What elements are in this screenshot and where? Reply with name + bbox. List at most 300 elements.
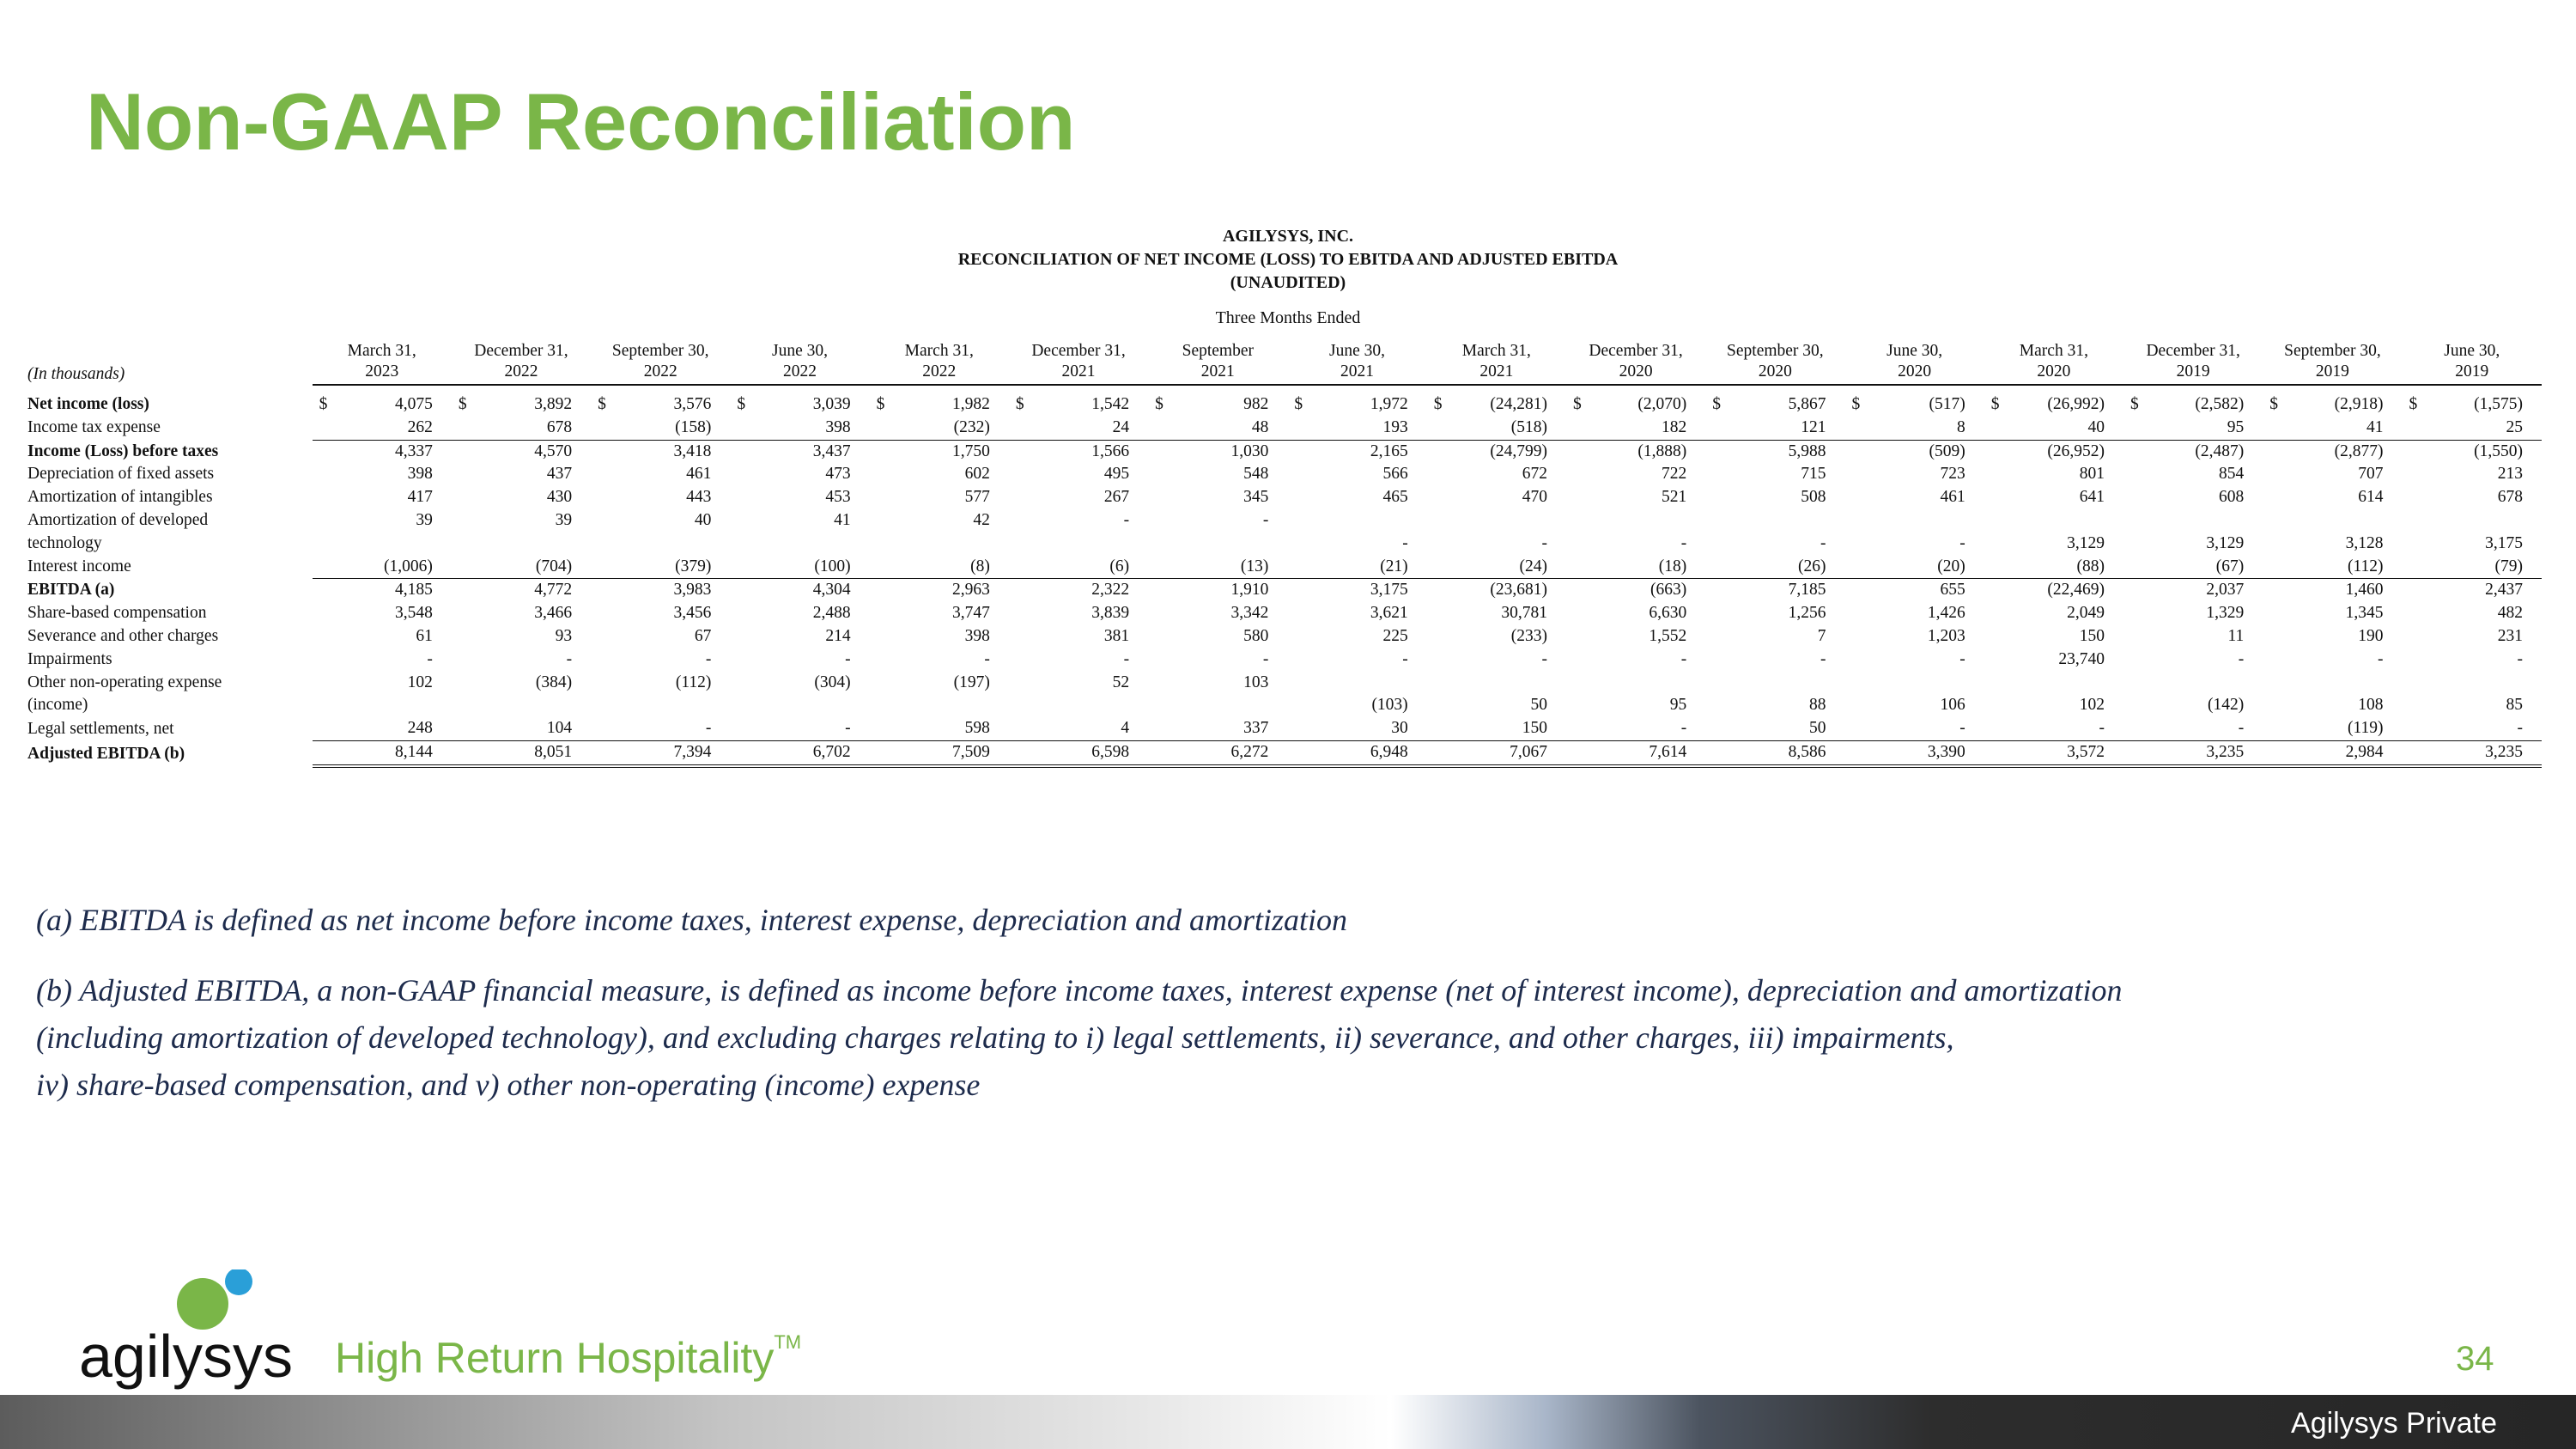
cell-value: 337 xyxy=(1243,719,1269,738)
cell-value: 95 xyxy=(2227,417,2245,436)
table-row xyxy=(24,417,2542,440)
cell-value: 1,750 xyxy=(870,440,1009,463)
period-header-month: December 31, xyxy=(1589,342,1683,360)
cell-value: - xyxy=(1262,649,1269,668)
cell-value: 566 xyxy=(1382,465,1408,484)
period-header-year: 2020 xyxy=(1758,362,1792,381)
cell-value: 470 xyxy=(1522,488,1547,507)
period-header-month: September 30, xyxy=(1727,342,1824,360)
cell-value: 437 xyxy=(546,465,573,484)
cell-value xyxy=(1287,509,1426,533)
row-label: Amortization of intangibles xyxy=(27,488,213,507)
cell-value: (704) xyxy=(535,557,573,575)
row-label: Legal settlements, net xyxy=(27,719,174,738)
cell-value: - xyxy=(845,719,851,738)
cell-value: 2,037 xyxy=(2123,579,2263,602)
cell-value: 52 xyxy=(1112,673,1130,691)
cell-value: (79) xyxy=(2494,557,2523,575)
cell-value: 3,418 xyxy=(591,440,730,463)
period-header-year: 2020 xyxy=(1619,362,1653,381)
cell-value: 23,740 xyxy=(2058,649,2105,668)
cell-value: (8) xyxy=(970,557,990,575)
cell-value: (197) xyxy=(953,673,990,691)
cell-value: 672 xyxy=(1522,465,1547,484)
cell-value: 3,747 xyxy=(952,604,990,623)
cell-value xyxy=(1148,694,1287,717)
cell-value: 2,488 xyxy=(812,604,851,623)
cell-value xyxy=(2123,509,2263,533)
cell-value: $ 1,972 xyxy=(1287,393,1426,417)
cell-value: 678 xyxy=(546,417,573,436)
cell-value: - xyxy=(984,649,990,668)
cell-value: 598 xyxy=(964,719,990,738)
cell-value: 150 xyxy=(1522,719,1547,738)
cell-value: - xyxy=(1680,649,1687,668)
footnote-b-line2: (including amortization of developed technology), and excluding charges relating to i) legal settlements, ii) severance, and other charges, iii) impairments, xyxy=(36,1020,1954,1055)
cell-value xyxy=(1844,672,1984,695)
classification-label: Agilysys Private xyxy=(2291,1407,2497,1440)
cell-value: 1,910 xyxy=(1148,579,1287,602)
cell-value xyxy=(1009,694,1148,717)
cell-value: 398 xyxy=(825,417,851,436)
cell-value: (24) xyxy=(1519,557,1547,575)
cell-value: 453 xyxy=(825,488,851,507)
row-label: Severance and other charges xyxy=(27,626,219,645)
cell-value: 1,329 xyxy=(2206,604,2245,623)
cell-value: 3,548 xyxy=(394,604,433,623)
cell-value: - xyxy=(2517,649,2523,668)
cell-value: 213 xyxy=(2497,465,2523,484)
cell-value: 1,426 xyxy=(1927,604,1965,623)
period-header-year: 2019 xyxy=(2455,362,2489,381)
cell-value: 443 xyxy=(686,488,712,507)
cell-value: (67) xyxy=(2215,557,2245,575)
cell-value: 508 xyxy=(1801,488,1826,507)
cell-value: 3,390 xyxy=(1844,740,1984,765)
table-row xyxy=(24,440,2542,463)
cell-value xyxy=(1984,672,2123,695)
cell-value: (1,888) xyxy=(1566,440,1705,463)
cell-value: 40 xyxy=(2087,417,2105,436)
cell-value: 42 xyxy=(973,510,990,529)
cell-value: 3,456 xyxy=(673,604,712,623)
cell-value: 3,572 xyxy=(1984,740,2123,765)
cell-value: 6,598 xyxy=(1009,740,1148,765)
cell-value xyxy=(313,694,452,717)
cell-value: 93 xyxy=(555,626,573,645)
cell-value xyxy=(1287,672,1426,695)
cell-value: 41 xyxy=(2366,417,2384,436)
cell-value: (119) xyxy=(2348,719,2384,738)
cell-value: 580 xyxy=(1243,626,1269,645)
table-row xyxy=(24,694,2542,717)
period-header xyxy=(1566,330,1705,385)
cell-value: (112) xyxy=(2348,557,2384,575)
cell-value: 30 xyxy=(1391,719,1408,738)
period-header-month: June 30, xyxy=(1329,342,1386,360)
period-header-year: 2022 xyxy=(504,362,538,381)
cell-value: (384) xyxy=(535,673,573,691)
cell-value: 106 xyxy=(1940,696,1965,715)
cell-value: 2,437 xyxy=(2403,579,2542,602)
period-header-year: 2020 xyxy=(2037,362,2071,381)
cell-value: $ 3,576 xyxy=(591,393,730,417)
cell-value: 24 xyxy=(1112,417,1130,436)
cell-value: $ 3,039 xyxy=(730,393,869,417)
table-row xyxy=(24,672,2542,695)
cell-value: 1,030 xyxy=(1148,440,1287,463)
table-row xyxy=(24,486,2542,509)
cell-value: 4,570 xyxy=(452,440,591,463)
cell-value xyxy=(1148,533,1287,556)
cell-value xyxy=(1984,509,2123,533)
cell-value: - xyxy=(1680,719,1687,738)
cell-value: - xyxy=(845,649,851,668)
cell-value: (21) xyxy=(1380,557,1408,575)
cell-value: 417 xyxy=(407,488,433,507)
cell-value xyxy=(870,694,1009,717)
cell-value: 548 xyxy=(1243,465,1269,484)
cell-value xyxy=(1566,672,1705,695)
cell-value: (304) xyxy=(814,673,851,691)
row-label: technology xyxy=(27,533,102,552)
cell-value: 4,337 xyxy=(313,440,452,463)
cell-value: 473 xyxy=(825,465,851,484)
cell-value: 7,394 xyxy=(591,740,730,765)
cell-value: 4,304 xyxy=(730,579,869,602)
table-row xyxy=(24,579,2542,602)
cell-value: 39 xyxy=(416,510,433,529)
cell-value: - xyxy=(705,649,712,668)
cell-value: 495 xyxy=(1103,465,1130,484)
cell-value: (23,681) xyxy=(1427,579,1566,602)
period-header-month: March 31, xyxy=(347,342,416,360)
cell-value: 61 xyxy=(416,626,433,645)
cell-value: - xyxy=(1959,649,1965,668)
period-header-year: 2022 xyxy=(922,362,957,381)
cell-value: $ (1,575) xyxy=(2403,393,2542,417)
cell-value: - xyxy=(2099,719,2105,738)
row-label: Impairments xyxy=(27,649,112,668)
cell-value: 102 xyxy=(2079,696,2105,715)
cell-value: 48 xyxy=(1251,417,1269,436)
cell-value: 6,630 xyxy=(1649,604,1687,623)
cell-value: 3,342 xyxy=(1230,604,1269,623)
cell-value: 3,621 xyxy=(1370,604,1408,623)
cell-value: 1,203 xyxy=(1927,626,1965,645)
cell-value: 8,051 xyxy=(452,740,591,765)
table-row xyxy=(24,740,2542,765)
cell-value xyxy=(452,533,591,556)
cell-value: 723 xyxy=(1940,465,1965,484)
cell-value: 88 xyxy=(1808,696,1826,715)
cell-value: 267 xyxy=(1103,488,1130,507)
cell-value: 248 xyxy=(407,719,433,738)
cell-value: 104 xyxy=(546,719,573,738)
cell-value: 3,983 xyxy=(591,579,730,602)
cell-value: 95 xyxy=(1669,696,1687,715)
cell-value: 50 xyxy=(1530,696,1547,715)
period-header-month: June 30, xyxy=(771,342,828,360)
cell-value: - xyxy=(1820,649,1826,668)
cell-value: 3,129 xyxy=(2206,533,2245,552)
cell-value: 8 xyxy=(1957,417,1965,436)
cell-value: 3,437 xyxy=(730,440,869,463)
period-header xyxy=(591,330,730,385)
cell-value: 225 xyxy=(1382,626,1408,645)
cell-value xyxy=(2123,672,2263,695)
cell-value: 461 xyxy=(686,465,712,484)
period-header-year: 2021 xyxy=(1479,362,1514,381)
cell-value: (2,487) xyxy=(2123,440,2263,463)
cell-value: 6,948 xyxy=(1287,740,1426,765)
cell-value: 8,586 xyxy=(1705,740,1844,765)
cell-value: 461 xyxy=(1940,488,1965,507)
footnote-a: (a) EBITDA is defined as net income before income taxes, interest expense, depreciation and amortization xyxy=(36,903,1347,937)
cell-value: 193 xyxy=(1382,417,1408,436)
cell-value: - xyxy=(1262,510,1269,529)
cell-value: 614 xyxy=(2358,488,2384,507)
cell-value: (142) xyxy=(2208,696,2245,715)
cell-value: 608 xyxy=(2219,488,2245,507)
cell-value xyxy=(2263,509,2402,533)
period-header xyxy=(1427,330,1566,385)
cell-value: - xyxy=(1541,533,1547,552)
cell-value: 67 xyxy=(694,626,712,645)
cell-value: 214 xyxy=(825,626,851,645)
cell-value: 50 xyxy=(1808,719,1826,738)
cell-value: - xyxy=(1402,649,1408,668)
cell-value xyxy=(1427,509,1566,533)
cell-value: 3,466 xyxy=(534,604,573,623)
period-header-year: 2022 xyxy=(782,362,817,381)
cell-value: - xyxy=(1123,649,1130,668)
cell-value xyxy=(730,533,869,556)
cell-value: 2,963 xyxy=(870,579,1009,602)
cell-value: - xyxy=(2238,719,2245,738)
cell-value: 1,552 xyxy=(1649,626,1687,645)
cell-value: $ 3,892 xyxy=(452,393,591,417)
cell-value: 3,128 xyxy=(2345,533,2384,552)
cell-value: 7 xyxy=(1817,626,1826,645)
cell-value xyxy=(1705,509,1844,533)
cell-value: 6,702 xyxy=(730,740,869,765)
cell-value: 345 xyxy=(1243,488,1269,507)
trademark-mark: TM xyxy=(774,1331,802,1353)
cell-value: 85 xyxy=(2506,696,2523,715)
cell-value xyxy=(2403,672,2542,695)
row-label: Depreciation of fixed assets xyxy=(27,465,215,484)
period-header xyxy=(730,330,869,385)
cell-value: 602 xyxy=(964,465,990,484)
table-row xyxy=(24,463,2542,486)
period-header-month: March 31, xyxy=(904,342,974,360)
cell-value: - xyxy=(1402,533,1408,552)
cell-value: (1,006) xyxy=(383,557,433,575)
row-label: Net income (loss) xyxy=(27,395,149,413)
cell-value: 1,256 xyxy=(1788,604,1826,623)
period-header xyxy=(313,330,452,385)
cell-value xyxy=(1427,672,1566,695)
cell-value: 3,235 xyxy=(2123,740,2263,765)
cell-value: 41 xyxy=(834,510,851,529)
cell-value: 3,235 xyxy=(2403,740,2542,765)
agilysys-logo xyxy=(79,1269,302,1390)
table-row xyxy=(24,556,2542,579)
cell-value xyxy=(730,694,869,717)
cell-value: 801 xyxy=(2079,465,2105,484)
cell-value: 2,322 xyxy=(1009,579,1148,602)
period-header-month: December 31, xyxy=(1031,342,1126,360)
cell-value: 102 xyxy=(407,673,433,691)
period-header xyxy=(2123,330,2263,385)
period-header xyxy=(2263,330,2402,385)
cell-value: (103) xyxy=(1371,696,1408,715)
cell-value xyxy=(2263,672,2402,695)
cell-value: 430 xyxy=(546,488,573,507)
cell-value: 715 xyxy=(1801,465,1826,484)
row-label: Income (Loss) before taxes xyxy=(27,441,219,460)
period-header xyxy=(452,330,591,385)
cell-value: $ (517) xyxy=(1844,393,1984,417)
cell-value xyxy=(452,694,591,717)
cell-value: 854 xyxy=(2219,465,2245,484)
period-header-month: March 31, xyxy=(1461,342,1531,360)
period-header-year: 2019 xyxy=(2176,362,2210,381)
period-header-month: September 30, xyxy=(611,342,709,360)
period-header-year: 2023 xyxy=(365,362,399,381)
footer-bar xyxy=(0,1395,2576,1449)
cell-value: (24,799) xyxy=(1427,440,1566,463)
cell-value: - xyxy=(427,649,433,668)
brand-tagline: High Return Hospitality™ xyxy=(335,1331,802,1382)
cell-value: - xyxy=(1959,533,1965,552)
cell-value: $ (26,992) xyxy=(1984,393,2123,417)
cell-value: (1,550) xyxy=(2403,440,2542,463)
cell-value: 8,144 xyxy=(313,740,452,765)
cell-value: 521 xyxy=(1661,488,1687,507)
period-header-month: December 31, xyxy=(2146,342,2240,360)
cell-value: 2,049 xyxy=(2067,604,2105,623)
footnote-b-line1: (b) Adjusted EBITDA, a non-GAAP financial measure, is defined as income before income taxes, interest expense (net of interest income), depreciation and amortization xyxy=(36,973,2123,1008)
cell-value: 182 xyxy=(1661,417,1687,436)
table-row xyxy=(24,717,2542,740)
cell-value: 5,988 xyxy=(1705,440,1844,463)
cell-value: 11 xyxy=(2227,626,2245,645)
table-row xyxy=(24,602,2542,625)
cell-value xyxy=(1844,509,1984,533)
row-label: Interest income xyxy=(27,557,131,576)
table-row xyxy=(24,648,2542,672)
period-header xyxy=(1705,330,1844,385)
cell-value: $ 4,075 xyxy=(313,393,452,417)
cell-value: (509) xyxy=(1844,440,1984,463)
cell-value xyxy=(1705,672,1844,695)
cell-value: 121 xyxy=(1801,417,1826,436)
cell-value: 262 xyxy=(407,417,433,436)
cell-value: - xyxy=(1959,719,1965,738)
cell-value: 7,185 xyxy=(1705,579,1844,602)
row-label: (income) xyxy=(27,696,88,715)
period-header xyxy=(1009,330,1148,385)
period-header-year: 2021 xyxy=(1061,362,1096,381)
cell-value xyxy=(1566,509,1705,533)
cell-value: $ (24,281) xyxy=(1427,393,1566,417)
cell-value: 6,272 xyxy=(1148,740,1287,765)
cell-value: (232) xyxy=(953,417,990,436)
period-header-month: September xyxy=(1182,342,1254,360)
cell-value: 641 xyxy=(2079,488,2105,507)
cell-value xyxy=(2403,509,2542,533)
cell-value xyxy=(591,694,730,717)
cell-value: 190 xyxy=(2358,626,2384,645)
cell-value: $ 982 xyxy=(1148,393,1287,417)
cell-value: 465 xyxy=(1382,488,1408,507)
period-header-year: 2022 xyxy=(643,362,677,381)
row-label: Income tax expense xyxy=(27,418,161,437)
cell-value: (18) xyxy=(1658,557,1687,575)
page-title: Non-GAAP Reconciliation xyxy=(86,76,1076,167)
period-header-year: 2020 xyxy=(1898,362,1932,381)
cell-value: $ 1,982 xyxy=(870,393,1009,417)
cell-value: 2,984 xyxy=(2263,740,2402,765)
cell-value: 103 xyxy=(1243,673,1269,691)
cell-value: 3,175 xyxy=(2485,533,2523,552)
cell-value xyxy=(1009,533,1148,556)
cell-value: 2,165 xyxy=(1287,440,1426,463)
cell-value: 1,460 xyxy=(2263,579,2402,602)
cell-value: (100) xyxy=(814,557,851,575)
cell-value: - xyxy=(2517,719,2523,738)
cell-value: (158) xyxy=(675,417,712,436)
cell-value: (22,469) xyxy=(1984,579,2123,602)
row-label: Amortization of developed xyxy=(27,510,209,529)
cell-value: $ (2,918) xyxy=(2263,393,2402,417)
cell-value: (233) xyxy=(1510,626,1547,645)
cell-value: 707 xyxy=(2358,465,2384,484)
cell-value xyxy=(313,533,452,556)
cell-value: 3,175 xyxy=(1287,579,1426,602)
footnote-b-line3: iv) share-based compensation, and v) other non-operating (income) expense xyxy=(36,1068,981,1102)
cell-value: (379) xyxy=(675,557,712,575)
period-header-year: 2021 xyxy=(1340,362,1375,381)
period-header-year: 2019 xyxy=(2315,362,2349,381)
cell-value: 7,614 xyxy=(1566,740,1705,765)
cell-value: $ (2,582) xyxy=(2123,393,2263,417)
cell-value: 655 xyxy=(1844,579,1984,602)
cell-value: 3,129 xyxy=(2067,533,2105,552)
cell-value: - xyxy=(1541,649,1547,668)
period-header xyxy=(870,330,1009,385)
row-label: Share-based compensation xyxy=(27,604,207,623)
page-number: 34 xyxy=(2456,1340,2494,1378)
cell-value: 381 xyxy=(1103,626,1130,645)
period-header xyxy=(2403,330,2542,385)
cell-value xyxy=(870,533,1009,556)
cell-value: 4 xyxy=(1121,719,1130,738)
cell-value: 4,185 xyxy=(313,579,452,602)
cell-value: (518) xyxy=(1510,417,1547,436)
row-label: EBITDA (a) xyxy=(27,581,115,600)
cell-value: (2,877) xyxy=(2263,440,2402,463)
cell-value: $ 1,542 xyxy=(1009,393,1148,417)
cell-value xyxy=(591,533,730,556)
cell-value: 150 xyxy=(2079,626,2105,645)
cell-value: 231 xyxy=(2497,626,2523,645)
table-row xyxy=(24,393,2542,417)
cell-value: - xyxy=(705,719,712,738)
cell-value: 722 xyxy=(1661,465,1687,484)
